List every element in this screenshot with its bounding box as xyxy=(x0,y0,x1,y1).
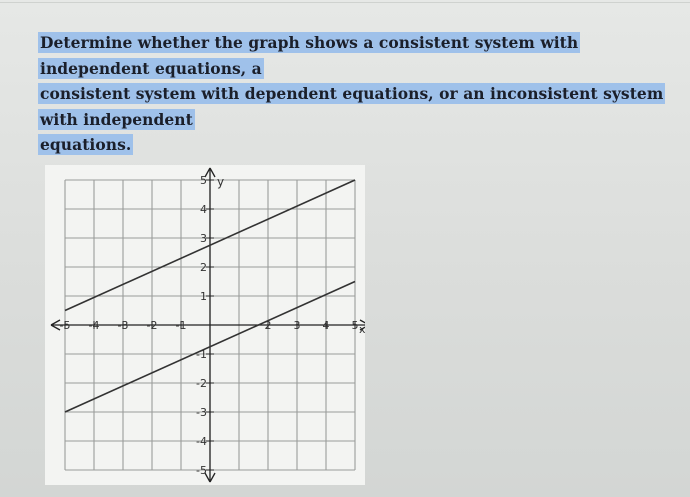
y-tick-label: -1 xyxy=(196,348,207,361)
x-tick-label: -1 xyxy=(175,319,187,332)
x-tick-label: -4 xyxy=(88,319,100,332)
x-axis-label: x xyxy=(359,323,365,336)
y-tick-label: 3 xyxy=(200,232,207,245)
question-line-2: consistent system with dependent equations, or an inconsistent system with independent xyxy=(40,84,664,129)
x-tick-label: -2 xyxy=(146,319,158,332)
y-tick-label: 1 xyxy=(200,290,207,303)
question-text xyxy=(38,30,684,158)
y-tick-label: 2 xyxy=(200,261,207,274)
x-tick-label: -5 xyxy=(59,319,71,332)
question-line-1: Determine whether the graph shows a consistent system with independent equations, a xyxy=(40,33,579,78)
top-divider xyxy=(0,2,690,3)
x-tick-label: 4 xyxy=(322,319,330,332)
x-tick-label: 2 xyxy=(264,319,272,332)
y-tick-label: -2 xyxy=(196,377,207,390)
x-tick-label: 5 xyxy=(351,319,359,332)
graph-panel xyxy=(45,165,365,485)
question-line-3: equations. xyxy=(40,135,132,154)
y-tick-label: 4 xyxy=(200,203,207,216)
y-axis-label: y xyxy=(217,175,225,189)
y-tick-label: -5 xyxy=(196,464,207,477)
y-tick-label: -3 xyxy=(196,406,207,419)
coordinate-graph xyxy=(45,165,365,485)
x-tick-label: 3 xyxy=(293,319,301,332)
y-tick-label: -4 xyxy=(196,435,207,448)
x-tick-label: -3 xyxy=(117,319,129,332)
y-tick-label: 5 xyxy=(200,174,207,187)
